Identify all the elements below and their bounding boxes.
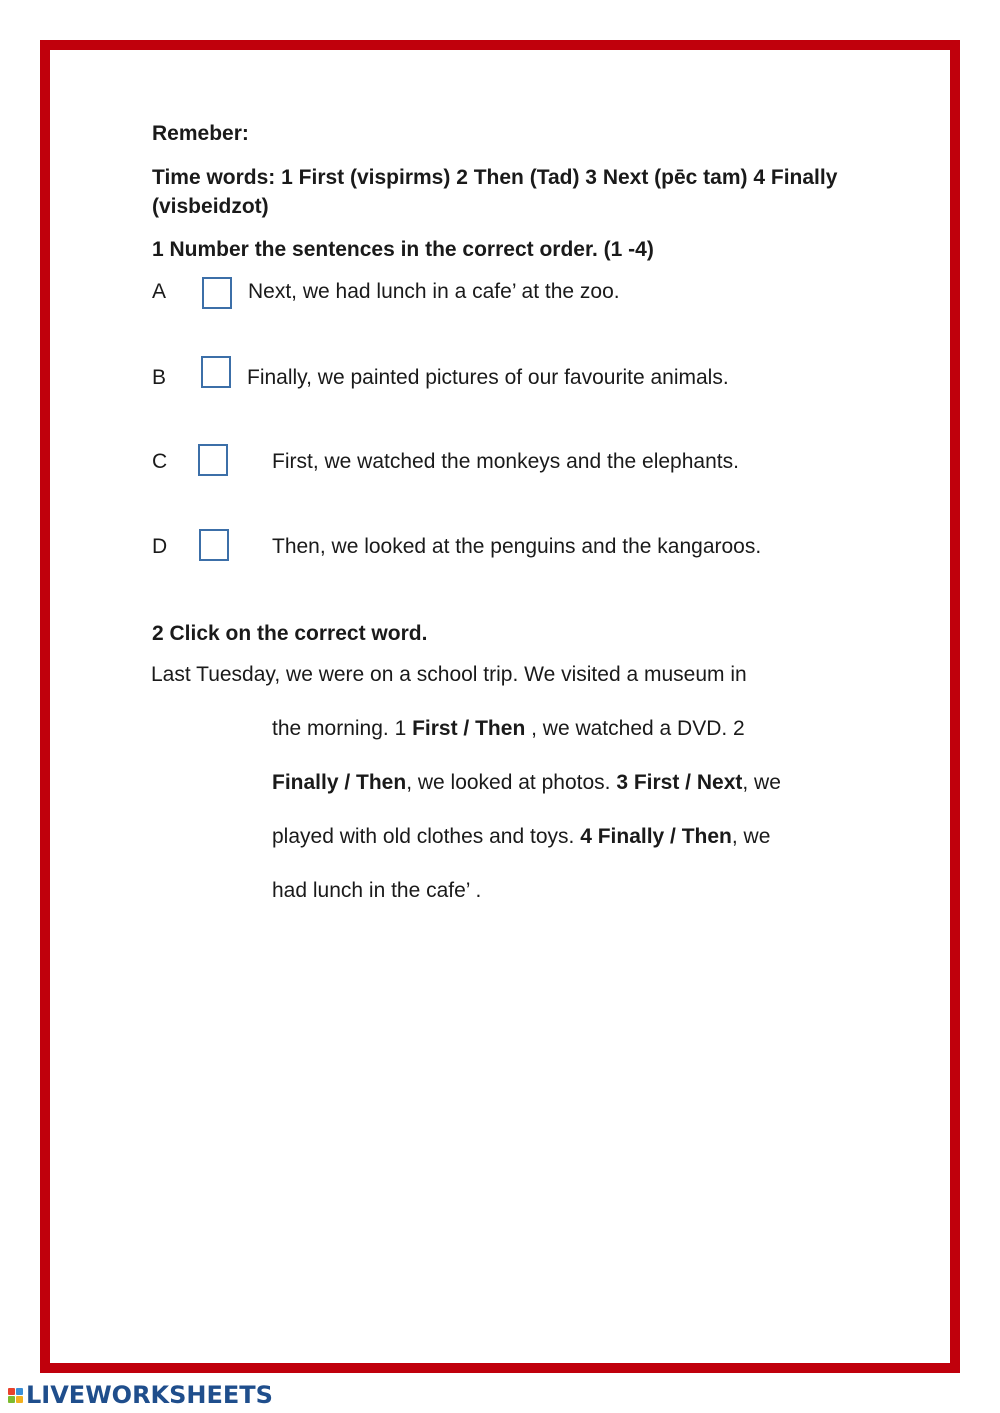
paragraph-line-5 — [272, 877, 481, 905]
paragraph-line-3 — [272, 769, 781, 797]
choice-3-first-next[interactable]: 3 First / Next — [616, 771, 743, 794]
logo-square — [8, 1396, 15, 1403]
paragraph-text: , we — [742, 771, 781, 794]
choice-2-finally-then[interactable]: Finally / Then — [272, 771, 407, 794]
logo-square — [16, 1388, 23, 1395]
paragraph-line-1 — [151, 661, 747, 689]
item-c-answer-box[interactable] — [198, 444, 228, 476]
exercise2-title: 2 Click on the correct word. — [152, 622, 428, 645]
paragraph-line-4 — [272, 823, 770, 851]
brand-name: LIVEWORKSHEETS — [26, 1381, 273, 1409]
item-d-answer-box[interactable] — [199, 529, 229, 561]
exercise1-title: 1 Number the sentences in the correct order. (1 -4) — [152, 238, 654, 261]
item-b-sentence: Finally, we painted pictures of our favourite animals. — [247, 366, 729, 389]
logo-square — [16, 1396, 23, 1403]
item-d-sentence: Then, we looked at the penguins and the kangaroos. — [272, 535, 762, 558]
footer-brand — [8, 1381, 273, 1409]
item-a-answer-box[interactable] — [202, 277, 232, 309]
item-d-letter: D — [152, 535, 168, 558]
item-a-letter: A — [152, 280, 167, 303]
time-words-note: Time words: 1 First (vispirms) 2 Then (Tad) 3 Next (pēc tam) 4 Finally (visbeidzot) — [152, 166, 838, 218]
logo-square — [8, 1388, 15, 1395]
item-c-sentence: First, we watched the monkeys and the elephants. — [272, 450, 739, 473]
paragraph-text: Last Tuesday, we were on a school trip. We visited a museum in — [151, 663, 747, 686]
paragraph-text: had lunch in the cafe’ . — [272, 879, 482, 902]
paragraph-text: , we — [731, 825, 771, 848]
paragraph-text: the morning. 1 — [272, 717, 413, 740]
choice-4-finally-then[interactable]: 4 Finally / Then — [580, 825, 732, 848]
item-c-letter: C — [152, 450, 168, 473]
paragraph-text: played with old clothes and toys. — [272, 825, 581, 848]
liveworksheets-logo-icon — [8, 1388, 23, 1403]
paragraph-line-2 — [272, 715, 745, 743]
paragraph-text: , we looked at photos. — [406, 771, 617, 794]
paragraph-text: , we watched a DVD. 2 — [525, 717, 745, 740]
choice-1-first-then[interactable]: First / Then — [412, 717, 526, 740]
remember-label: Remeber: — [152, 122, 249, 145]
item-a-sentence: Next, we had lunch in a cafe’ at the zoo. — [248, 280, 620, 303]
item-b-letter: B — [152, 366, 167, 389]
item-b-answer-box[interactable] — [201, 356, 231, 388]
